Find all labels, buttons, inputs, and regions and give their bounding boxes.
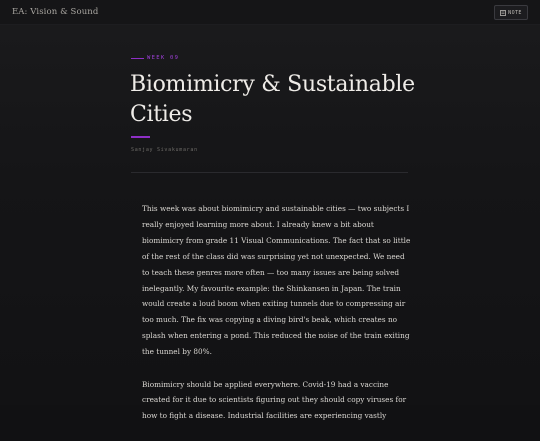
article-subtitle: Sanjay Sivakumaran [131,147,198,153]
top-bar [0,0,540,25]
site-title[interactable]: EA: Vision & Sound [12,7,99,17]
week-eyebrow [131,55,179,61]
notes-button-label: NOTE [508,9,522,16]
notes-icon [500,10,506,16]
paragraph-2: Biomimicry should be applied everywhere. Covid-19 had a vaccine created for it due to scientists figuring out they should copy viruses for how to fight a disease. Industrial facilities are experiencing vastly [142,379,407,421]
article-body [142,201,412,441]
page-title: Biomimicry & Sustainable Cities [130,72,415,127]
title-accent-line [131,136,150,138]
paragraph-1: This week was about biomimicry and sustainable cities — two subjects I really enjoyed learning more about. I already knew a bit about biomimicry from grade 11 Visual Communications. The fact that so little of the rest of the class did was surprising yet not unexpected. We need to teach these genres more often — too many issues are being solved inelegantly. My favourite example: the Shinkansen in Japan. The train would create a loud boom when exiting tunnels due to compressing air too much. The fix was copying a diving bird's beak, which creates no splash when entering a pond. This reduced the noise of the train exiting the tunnel by 80%. [142,204,411,357]
week-label: WEEK 09 [147,55,180,61]
week-accent-line [131,58,144,59]
header-divider [131,172,408,173]
notes-button[interactable] [494,5,528,20]
